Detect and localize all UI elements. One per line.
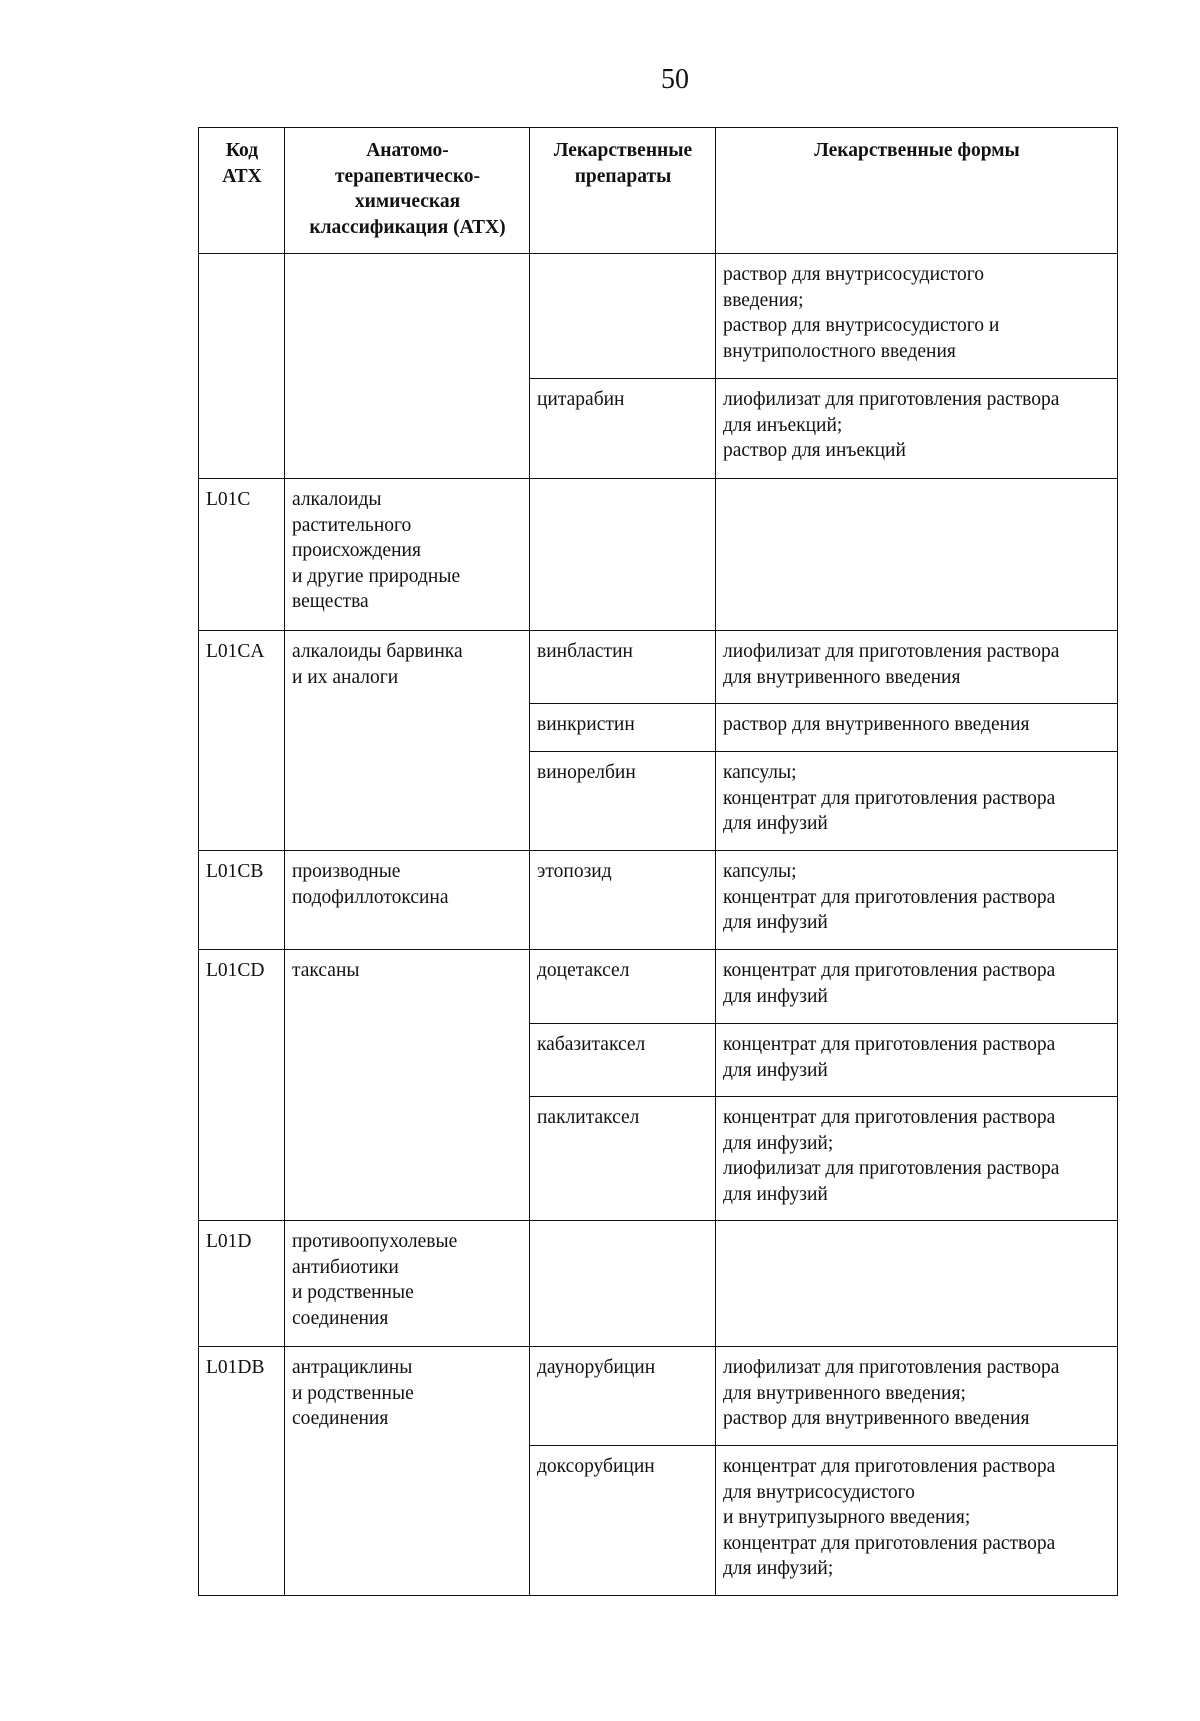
cell-classification: алкалоиды барвинка и их аналоги: [285, 631, 530, 851]
cell-drug: винбластин: [530, 631, 716, 704]
cell-classification: производные подофиллотоксина: [285, 851, 530, 950]
cell-drug: этопозид: [530, 851, 716, 950]
cell-drug: [530, 254, 716, 379]
cell-code: [199, 254, 285, 479]
cell-forms: концентрат для приготовления раствора для инфузий: [716, 1024, 1118, 1097]
header-code: Код АТХ: [199, 128, 285, 254]
cell-drug: [530, 479, 716, 631]
cell-forms: капсулы; концентрат для приготовления раствора для инфузий: [716, 851, 1118, 950]
table-row: [199, 1221, 1118, 1347]
table-row: [199, 1347, 1118, 1446]
cell-drug: доксорубицин: [530, 1446, 716, 1596]
table-row: [199, 254, 1118, 379]
atx-table: [198, 127, 1118, 1596]
cell-forms: раствор для внутривенного введения: [716, 704, 1118, 752]
cell-drug: кабазитаксел: [530, 1024, 716, 1097]
cell-code: L01D: [199, 1221, 285, 1347]
cell-classification: алкалоиды растительного происхождения и другие природные вещества: [285, 479, 530, 631]
cell-drug: доцетаксел: [530, 950, 716, 1024]
cell-forms: капсулы; концентрат для приготовления раствора для инфузий: [716, 752, 1118, 851]
cell-classification: [285, 254, 530, 479]
header-drug: Лекарственные препараты: [530, 128, 716, 254]
cell-forms: [716, 479, 1118, 631]
cell-classification: таксаны: [285, 950, 530, 1221]
cell-code: L01DB: [199, 1347, 285, 1596]
cell-code: L01CB: [199, 851, 285, 950]
cell-drug: цитарабин: [530, 379, 716, 479]
cell-forms: концентрат для приготовления раствора для внутрисосудистого и внутрипузырного введения; концентрат для приготовления раствора для инфузий;: [716, 1446, 1118, 1596]
header-forms: Лекарственные формы: [716, 128, 1118, 254]
cell-forms: концентрат для приготовления раствора для инфузий; лиофилизат для приготовления раствора для инфузий: [716, 1097, 1118, 1221]
cell-forms: лиофилизат для приготовления раствора для инъекций; раствор для инъекций: [716, 379, 1118, 479]
cell-classification: антрациклины и родственные соединения: [285, 1347, 530, 1596]
table-row: [199, 950, 1118, 1024]
cell-code: L01CA: [199, 631, 285, 851]
cell-drug: даунорубицин: [530, 1347, 716, 1446]
table-row: [199, 479, 1118, 631]
header-classification: Анатомо- терапевтическо- химическая классификация (АТХ): [285, 128, 530, 254]
cell-forms: [716, 1221, 1118, 1347]
cell-code: L01C: [199, 479, 285, 631]
page-number: 50: [661, 64, 689, 95]
table-row: [199, 851, 1118, 950]
cell-classification: противоопухолевые антибиотики и родственные соединения: [285, 1221, 530, 1347]
table-header-row: [199, 128, 1118, 254]
table-row: [199, 631, 1118, 704]
cell-forms: лиофилизат для приготовления раствора для внутривенного введения: [716, 631, 1118, 704]
cell-forms: концентрат для приготовления раствора для инфузий: [716, 950, 1118, 1024]
cell-forms: раствор для внутрисосудистого введения; раствор для внутрисосудистого и внутриполостного введения: [716, 254, 1118, 379]
cell-drug: винорелбин: [530, 752, 716, 851]
cell-code: L01CD: [199, 950, 285, 1221]
cell-drug: [530, 1221, 716, 1347]
cell-drug: паклитаксел: [530, 1097, 716, 1221]
cell-drug: винкристин: [530, 704, 716, 752]
cell-forms: лиофилизат для приготовления раствора для внутривенного введения; раствор для внутривенного введения: [716, 1347, 1118, 1446]
